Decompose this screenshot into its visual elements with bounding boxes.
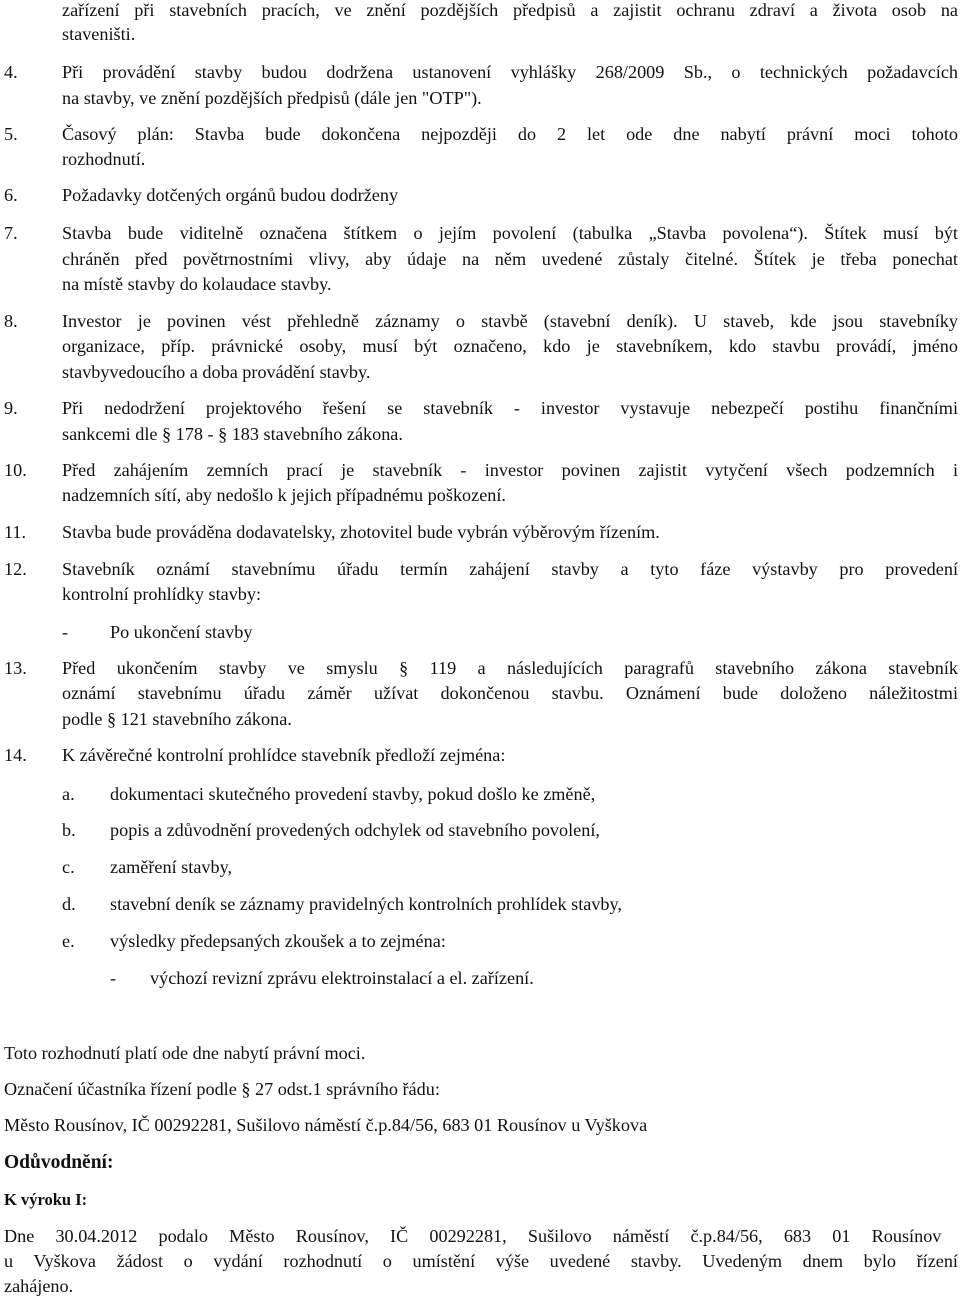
item-number: 6.: [4, 185, 18, 205]
sub-item-text: výchozí revizní zprávu elektroinstalací a el. zařízení.: [150, 968, 534, 988]
item-letter: c.: [62, 857, 75, 877]
item-text: Stavebník oznámí stavebnímu úřadu termín zahájení stavby a tyto fáze výstavby pro provedení: [62, 559, 958, 579]
item-text: nadzemních sítí, aby nedošlo k jejich případnému poškození.: [62, 485, 506, 505]
list-item: [0, 520, 960, 544]
subsection-heading: K výroku I:: [4, 1190, 88, 1209]
sub-list-item: [0, 966, 960, 990]
item-number: 8.: [4, 311, 18, 331]
item-letter: b.: [62, 820, 76, 840]
lettered-item: [0, 782, 960, 806]
validity-statement: [0, 1041, 960, 1065]
paragraph-text: Město Rousínov, IČ 00292281, Sušilovo náměstí č.p.84/56, 683 01 Rousínov u Vyškova: [4, 1115, 648, 1135]
item-text: K závěrečné kontrolní prohlídce stavebník předloží zejména:: [62, 745, 506, 765]
reasoning-paragraph-line: [0, 1274, 960, 1298]
lettered-item-text: dokumentaci skutečného provedení stavby, pokud došlo ke změně,: [110, 784, 596, 804]
item-text: Časový plán: Stavba bude dokončena nejpozději do 2 let ode dne nabytí právní moci tohoto: [62, 124, 958, 144]
item-letter: d.: [62, 894, 76, 914]
list-item: [0, 458, 960, 482]
list-item-line: [0, 334, 960, 358]
item-text: sankcemi dle § 178 - § 183 stavebního zákona.: [62, 424, 403, 444]
list-item: [0, 656, 960, 680]
item-number: 5.: [4, 124, 18, 144]
paragraph-text: Toto rozhodnutí platí ode dne nabytí právní moci.: [4, 1043, 366, 1063]
list-item: [0, 743, 960, 767]
list-item: [0, 60, 960, 84]
reasoning-paragraph-line: [0, 1249, 960, 1273]
item-text: na místě stavby do kolaudace stavby.: [62, 274, 332, 294]
item-text: podle § 121 stavebního zákona.: [62, 709, 292, 729]
list-item-line: [0, 247, 960, 271]
lettered-item: [0, 892, 960, 916]
paragraph-text: zahájeno.: [4, 1276, 74, 1296]
continuation-line: [0, 22, 960, 46]
lettered-item-text: stavební deník se záznamy pravidelných kontrolních prohlídek stavby,: [110, 894, 622, 914]
list-item: [0, 221, 960, 245]
list-item-line: [0, 681, 960, 705]
item-letter: a.: [62, 784, 75, 804]
item-number: 4.: [4, 62, 18, 82]
item-text: rozhodnutí.: [62, 149, 146, 169]
list-item-line: [0, 272, 960, 296]
verdict-heading: [0, 1188, 960, 1212]
lettered-item: [0, 818, 960, 842]
reasoning-paragraph-line: [0, 1224, 960, 1248]
continuation-line: [0, 0, 960, 22]
lettered-item-text: popis a zdůvodnění provedených odchylek od stavebního povolení,: [110, 820, 600, 840]
paragraph-text: Dne 30.04.2012 podalo Město Rousínov, IČ 00292281, Sušilovo náměstí č.p.84/56, 683 01 Rousínov: [4, 1226, 942, 1246]
list-item-line: [0, 483, 960, 507]
item-text: Při nedodržení projektového řešení se stavebník - investor vystavuje nebezpečí postihu finančními: [62, 398, 958, 418]
item-number: 14.: [4, 745, 27, 765]
list-item-line: [0, 86, 960, 110]
list-item: [0, 183, 960, 207]
list-item-line: [0, 147, 960, 171]
sub-list-item: [0, 620, 960, 644]
item-text: Při provádění stavby budou dodržena ustanovení vyhlášky 268/2009 Sb., o technických požadavcích: [62, 62, 958, 82]
item-text: Před zahájením zemních prací je stavebník - investor povinen zajistit vytyčení všech podzemních i: [62, 460, 958, 480]
list-item-line: [0, 582, 960, 606]
item-number: 12.: [4, 559, 27, 579]
item-text: chráněn před povětrnostními vlivy, aby údaje na něm uvedené zůstaly čitelné. Štítek je třeba ponechat: [62, 249, 958, 269]
lettered-item: [0, 855, 960, 879]
lettered-item-text: zaměření stavby,: [110, 857, 233, 877]
section-heading: Odůvodnění:: [4, 1152, 114, 1173]
item-text: Investor je povinen vést přehledně záznamy o stavbě (stavební deník). U staveb, kde jsou stavebníky: [62, 311, 958, 331]
item-text: na stavby, ve znění pozdějších předpisů (dále jen "OTP").: [62, 88, 482, 108]
item-number: 11.: [4, 522, 27, 542]
lettered-item-text: výsledky předepsaných zkoušek a to zejména:: [110, 931, 446, 951]
sub-item-text: Po ukončení stavby: [110, 622, 253, 642]
item-text: stavbyvedoucího a doba provádění stavby.: [62, 362, 371, 382]
item-number: 7.: [4, 223, 18, 243]
list-item: [0, 122, 960, 146]
lettered-item: [0, 929, 960, 953]
item-text: Stavba bude prováděna dodavatelsky, zhotovitel bude vybrán výběrovým řízením.: [62, 522, 660, 542]
list-item: [0, 557, 960, 581]
dash-marker: -: [110, 968, 117, 988]
item-number: 9.: [4, 398, 18, 418]
dash-marker: -: [62, 622, 69, 642]
reasoning-heading: [0, 1151, 960, 1175]
paragraph-text: u Vyškova žádost o vydání rozhodnutí o umístění výše uvedené stavby. Uvedeným dnem bylo řízení: [4, 1251, 958, 1271]
paragraph-text: Označení účastníka řízení podle § 27 odst.1 správního řádu:: [4, 1079, 440, 1099]
item-text: kontrolní prohlídky stavby:: [62, 584, 262, 604]
item-text: oznámí stavebnímu úřadu záměr užívat dokončenou stavbu. Oznámení bude doloženo náležitostmi: [62, 683, 958, 703]
item-text: Před ukončením stavby ve smyslu § 119 a následujících paragrafů stavebního zákona stavebník: [62, 658, 958, 678]
list-item: [0, 396, 960, 420]
item-number: 10.: [4, 460, 27, 480]
list-item: [0, 309, 960, 333]
list-item-line: [0, 422, 960, 446]
item-text: Požadavky dotčených orgánů budou dodrženy: [62, 185, 399, 205]
item-text: organizace, příp. právnické osoby, musí být označeno, kdo je stavebníkem, kdo stavbu provádí, jméno: [62, 336, 958, 356]
participant-label: [0, 1077, 960, 1101]
list-item-line: [0, 360, 960, 384]
paragraph-text: zařízení při stavebních pracích, ve znění pozdějších předpisů a zajistit ochranu zdraví a života osob na: [62, 0, 958, 20]
paragraph-text: staveništi.: [62, 24, 136, 44]
list-item-line: [0, 707, 960, 731]
item-number: 13.: [4, 658, 27, 678]
item-text: Stavba bude viditelně označena štítkem o jejím povolení (tabulka „Stavba povolena“). Štítek musí být: [62, 223, 958, 243]
participant-info: [0, 1113, 960, 1137]
item-letter: e.: [62, 931, 75, 951]
